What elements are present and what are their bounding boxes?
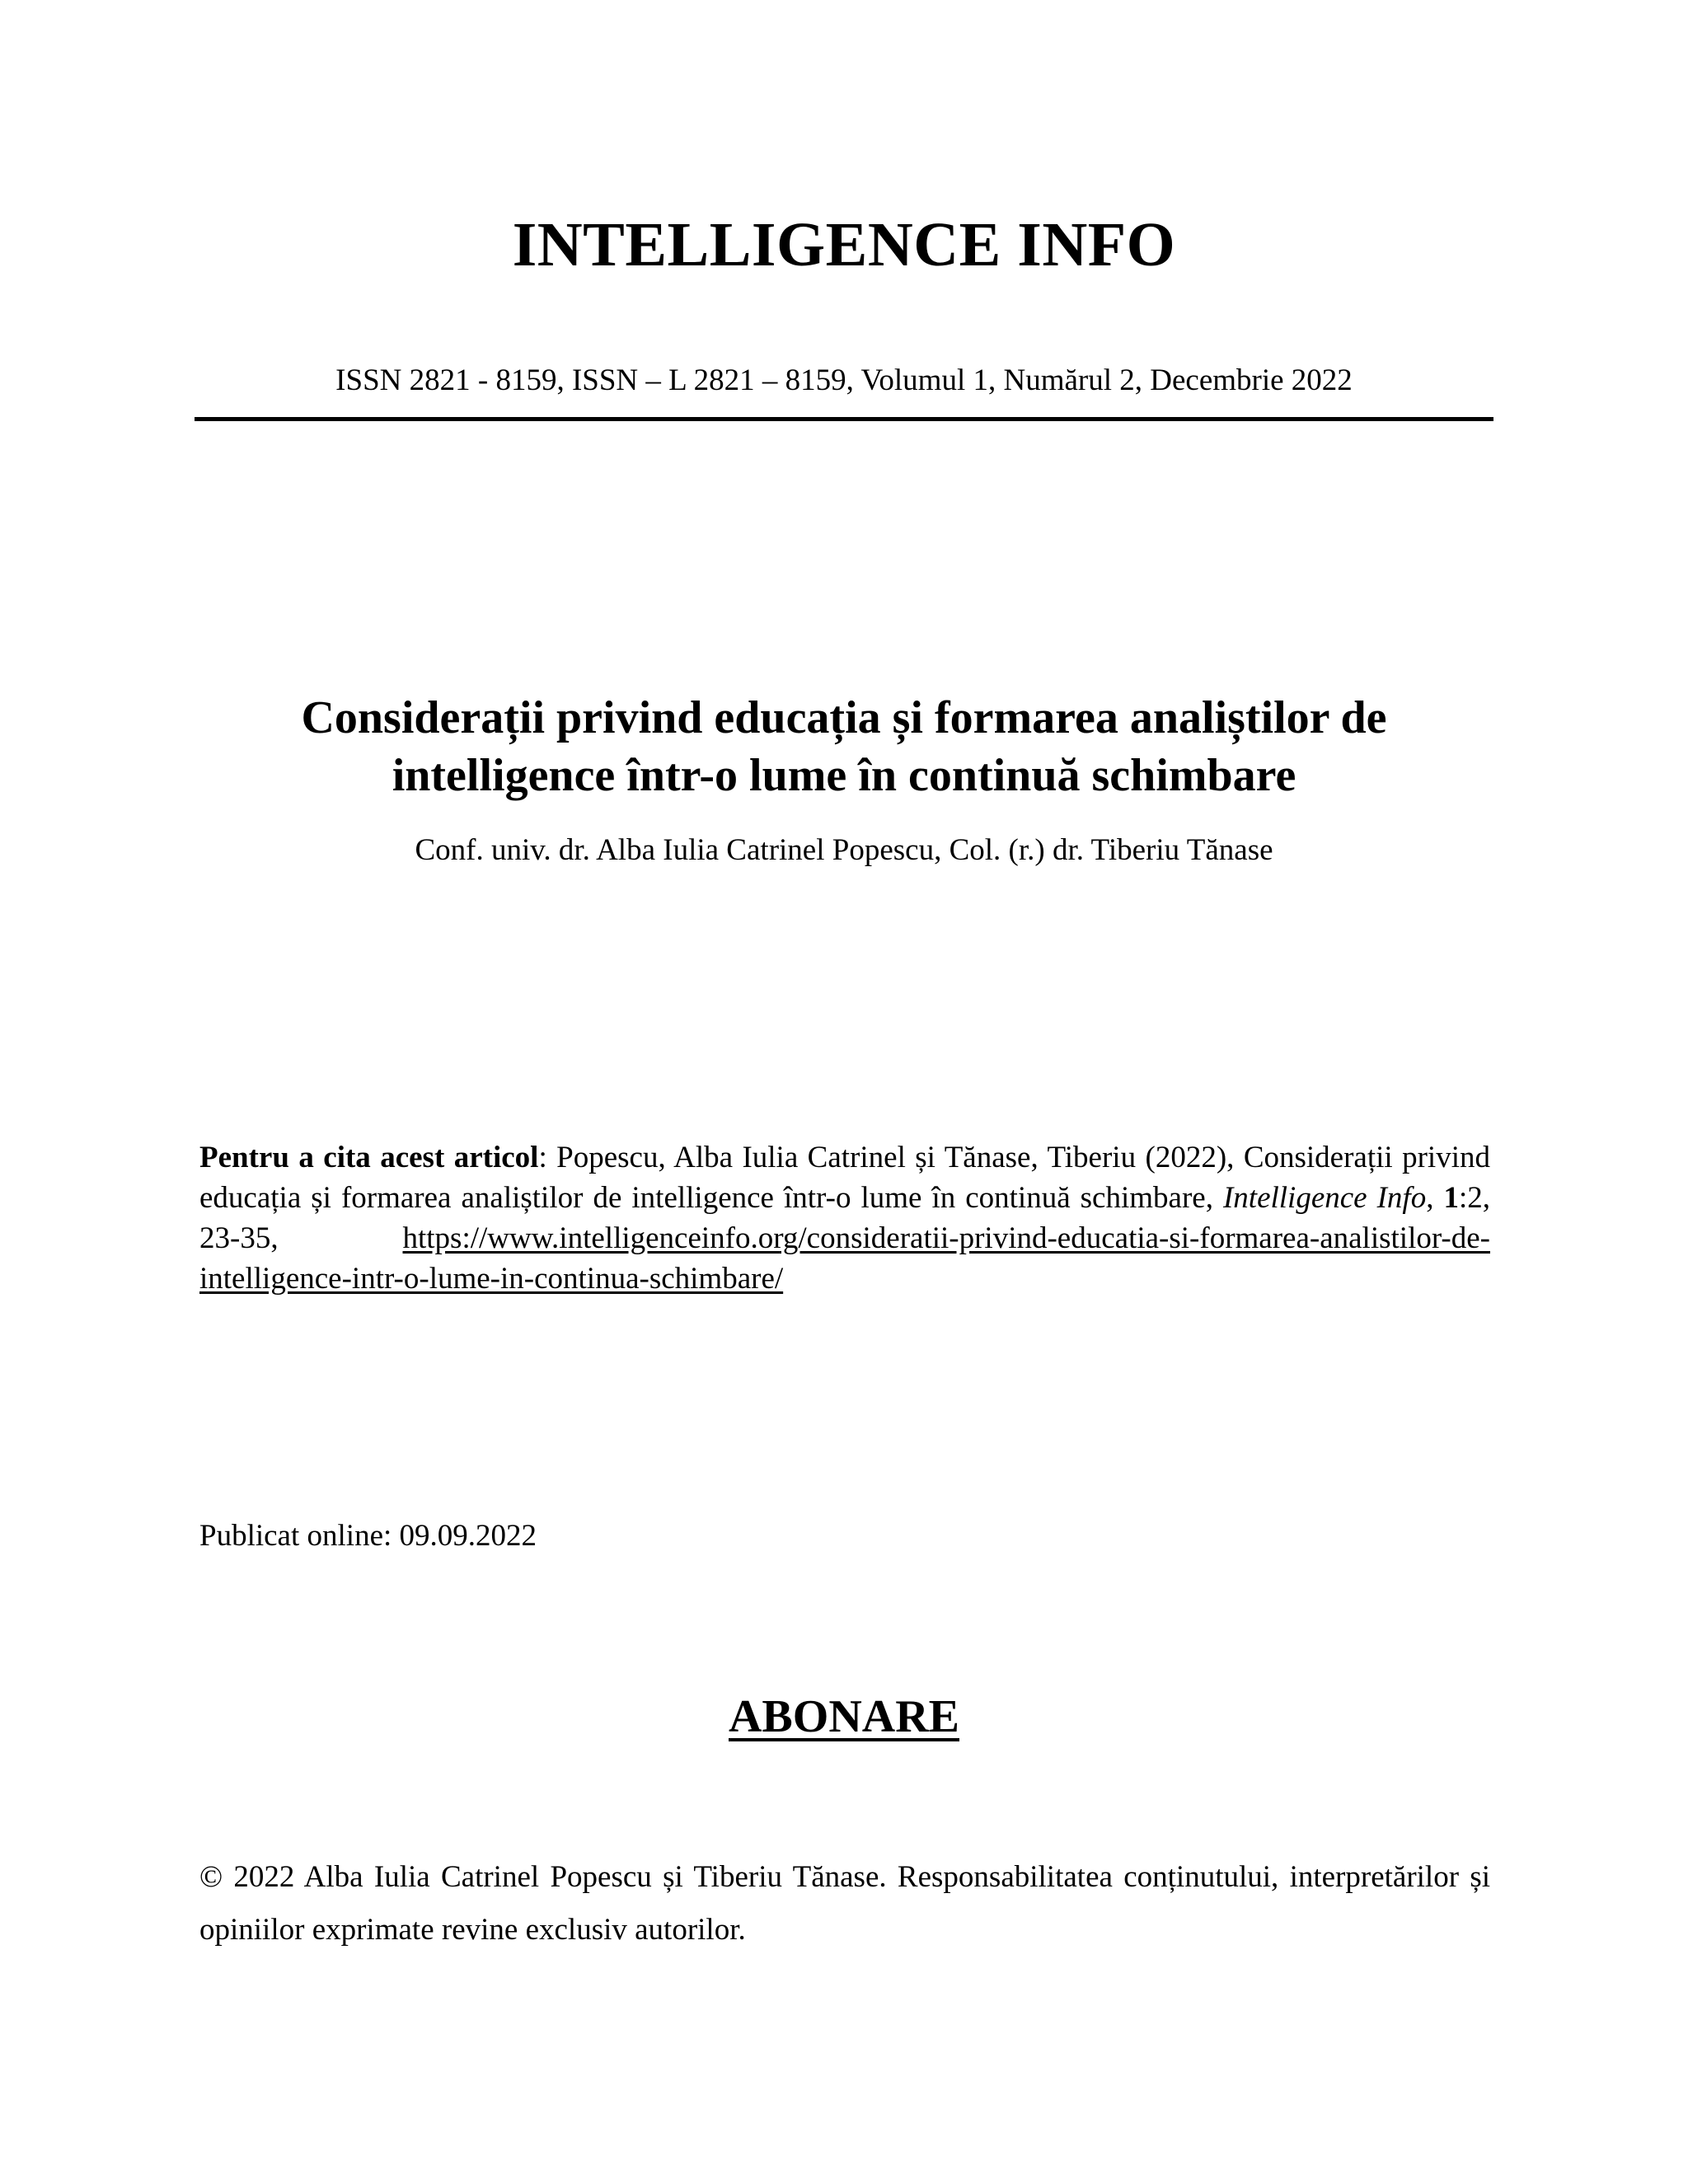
citation-colon: : [538,1141,557,1174]
citation-journal-name: Intelligence Info [1222,1181,1427,1215]
citation-block [199,1137,1490,1299]
citation-url-link[interactable]: https://www.intelligenceinfo.org/consideratii-privind-educatia-si-formarea-analistilor-de-intelligence-intr-o-lume-in-continua-schimbare/ [199,1221,1490,1296]
article-authors: Conf. univ. dr. Alba Iulia Catrinel Popescu, Col. (r.) dr. Tiberiu Tănase [415,833,1273,867]
citation-label: Pentru a cita acest articol [199,1141,539,1174]
subscribe-heading [0,1688,1688,1746]
citation-sep: , [1426,1181,1444,1215]
article-title [195,689,1493,804]
article-title-line1: Considerații privind educația și formarea analiștilor de [301,692,1387,743]
issn-line: ISSN 2821 - 8159, ISSN – L 2821 – 8159, Volumul 1, Numărul 2, Decembrie 2022 [335,363,1353,397]
article-title-line2: intelligence într-o lume în continuă schimbare [392,750,1296,801]
subscribe-link[interactable]: ABONARE [728,1691,960,1742]
header-divider [195,417,1493,421]
journal-title: INTELLIGENCE INFO [512,210,1176,279]
citation-issue-pages: :2, 23-35, [199,1181,1491,1255]
copyright-notice: © 2022 Alba Iulia Catrinel Popescu și Tiberiu Tănase. Responsabilitatea conținutului, interpretărilor și opiniilor exprimate revine exclusiv autorilor. [199,1860,1490,1947]
published-date: Publicat online: 09.09.2022 [199,1519,537,1553]
citation-volume: 1 [1443,1181,1459,1215]
citation-text: Popescu, Alba Iulia Catrinel și Tănase, Tiberiu (2022), Considerații privind educația și formarea analiștilor de intelligence într-o lume în continuă schimbare, [199,1141,1490,1215]
